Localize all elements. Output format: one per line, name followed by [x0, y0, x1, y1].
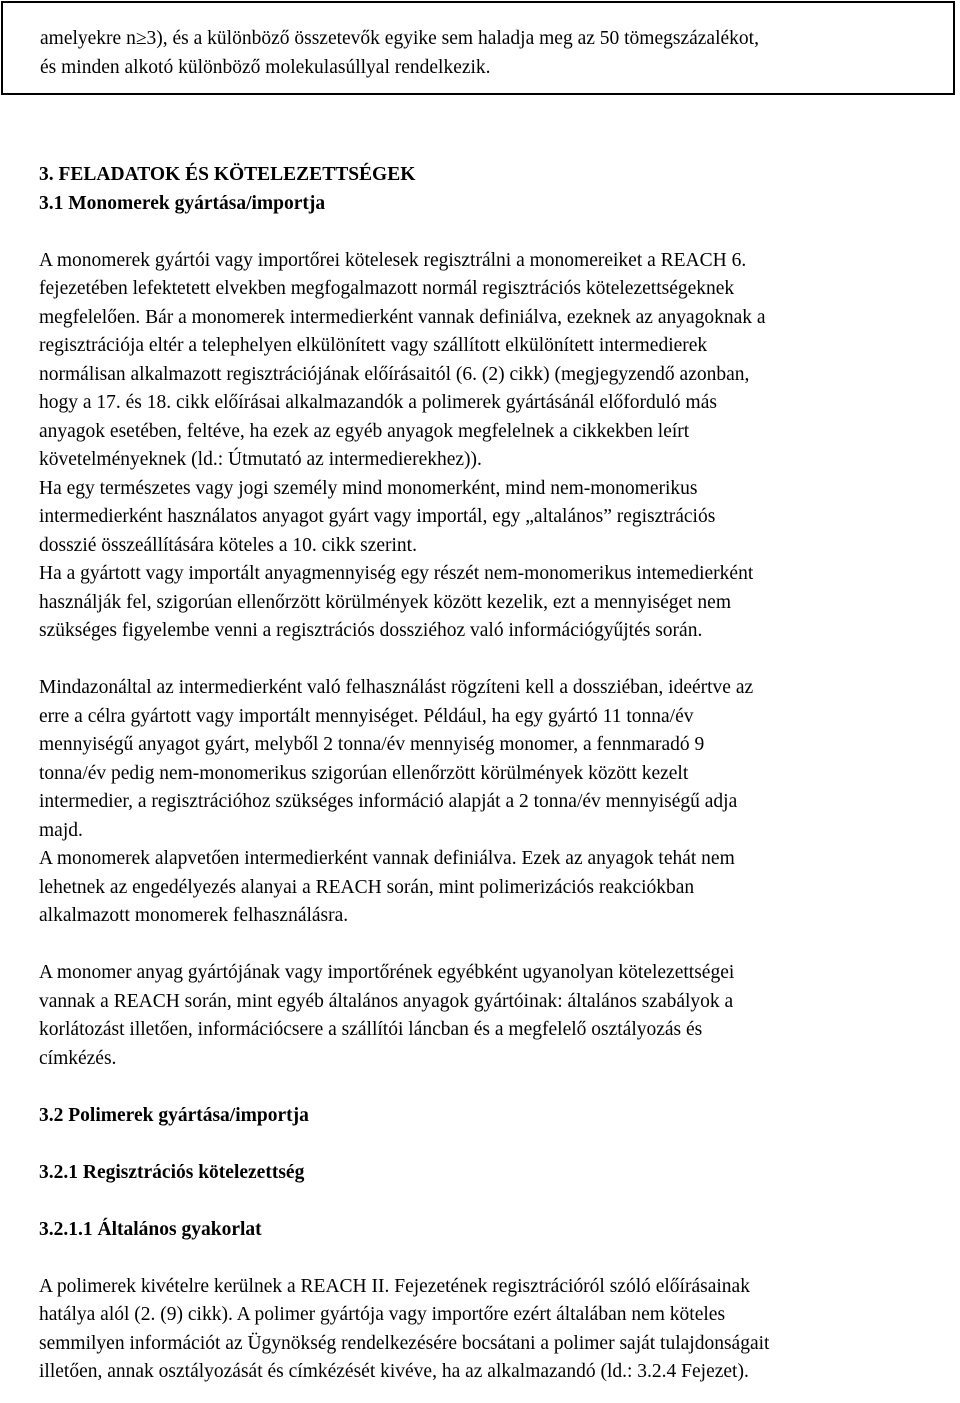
text-line: anyagok esetében, feltéve, ha ezek az egyéb anyagok megfelelnek a cikkekben leírt [39, 420, 690, 442]
text-line: A monomerek alapvetően intermedierként vannak definiálva. Ezek az anyagok tehát nem [39, 848, 735, 869]
text-line: követelményeknek (ld.: Útmutató az intermedierekhez)). [39, 449, 482, 470]
paragraph-polymer-exemption [39, 1273, 957, 1387]
paragraph-obligations [39, 959, 957, 1073]
text-line: intermedier, a regisztrációhoz szükséges információ alapját a 2 tonna/év mennyiségű adja [39, 791, 738, 812]
definition-box [1, 1, 955, 95]
definition-text [40, 25, 759, 82]
text-line: intermedierként használatos anyagot gyárt vagy importál, egy „altalános” regisztrációs [39, 506, 716, 527]
text-line: A polimerek kivételre kerülnek a REACH II. Fejezetének regisztrációról szóló előírásainak [39, 1275, 750, 1297]
text-line: hogy a 17. és 18. cikk előírásai alkalmazandók a polimerek gyártásánál előforduló más [39, 392, 717, 413]
text-line: és minden alkotó különböző molekulasúllyal rendelkezik. [40, 56, 491, 78]
text-line: dosszié összeállítására köteles a 10. cikk szerint. [39, 534, 417, 556]
text-line: A monomerek gyártói vagy importőrei kötelesek regisztrálni a monomereiket a REACH 6. [39, 249, 747, 271]
text-line: alkalmazott monomerek felhasználásra. [39, 905, 349, 926]
text-line: tonna/év pedig nem-monomerikus szigorúan ellenőrzött körülmények között kezelt [39, 762, 689, 784]
document-body [39, 161, 957, 1387]
paragraph-monomer-registration [39, 247, 957, 646]
text-line: erre a célra gyártott vagy importált mennyiséget. Például, ha egy gyártó 11 tonna/év [39, 705, 694, 727]
text-line: Mindazonáltal az intermedierként való felhasználást rögzíteni kell a dossziéban, ideértve az [39, 677, 754, 698]
text-line: Ha egy természetes vagy jogi személy mind monomerként, mind nem-monomerikus [39, 477, 698, 499]
text-line: címkézés. [39, 1047, 117, 1069]
text-line: mennyiségű anyagot gyárt, melyből 2 tonna/év mennyiség monomer, a fennmaradó 9 [39, 734, 705, 755]
text-line: illetően, annak osztályozását és címkézését kivéve, ha az alkalmazandó (ld.: 3.2.4 Fejezet). [39, 1361, 749, 1382]
text-line: Ha a gyártott vagy importált anyagmennyiség egy részét nem-monomerikus intemedierként [39, 563, 754, 584]
text-line: megfelelően. Bár a monomerek intermedierként vannak definiálva, ezeknek az anyagoknak a [39, 306, 766, 328]
text-line: használják fel, szigorúan ellenőrzött körülmények között kezelik, ezt a mennyiséget nem [39, 591, 731, 613]
text-line: A monomer anyag gyártójának vagy importőrének egyébként ugyanolyan kötelezettségei [39, 962, 735, 983]
text-line: szükséges figyelembe venni a regisztrációs dossziéhoz való információgyűjtés során. [39, 620, 703, 641]
text-line: normálisan alkalmazott regisztrációjának előírásaitól (6. (2) cikk) (megjegyzendő azonban, [39, 363, 750, 385]
section-heading-3-2: 3.2 Polimerek gyártása/importja [39, 1104, 309, 1126]
text-line: semmilyen információt az Ügynökség rendelkezésére bocsátani a polimer saját tulajdonságait [39, 1332, 770, 1354]
text-line: regisztrációja eltér a telephelyen elkülönített vagy szállított elkülönített intermedierek [39, 335, 708, 356]
text-line: majd. [39, 819, 83, 841]
subsection-heading-3-1: 3.1 Monomerek gyártása/importja [39, 192, 326, 214]
text-line: hatálya alól (2. (9) cikk). A polimer gyártója vagy importőre ezért általában nem köteles [39, 1304, 726, 1325]
text-line: lehetnek az engedélyezés alanyai a REACH során, mint polimerizációs reakciókban [39, 876, 695, 898]
paragraph-intermediate-use [39, 674, 957, 931]
text-line: amelyekre n≥3), és a különböző összetevők egyike sem haladja meg az 50 tömegszázalékot, [40, 28, 759, 49]
subsection-heading-3-2-1-1: 3.2.1.1 Általános gyakorlat [39, 1218, 262, 1240]
text-line: fejezetében lefektetett elvekben megfogalmazott normál regisztrációs kötelezettségeknek [39, 278, 735, 299]
section-heading-3: 3. FELADATOK ÉS KÖTELEZETTSÉGEK [39, 164, 416, 185]
text-line: korlátozást illetően, információcsere a szállítói láncban és a megfelelő osztályozás és [39, 1019, 703, 1040]
text-line: vannak a REACH során, mint egyéb általános anyagok gyártóinak: általános szabályok a [39, 990, 734, 1012]
subsection-heading-3-2-1: 3.2.1 Regisztrációs kötelezettség [39, 1161, 305, 1183]
